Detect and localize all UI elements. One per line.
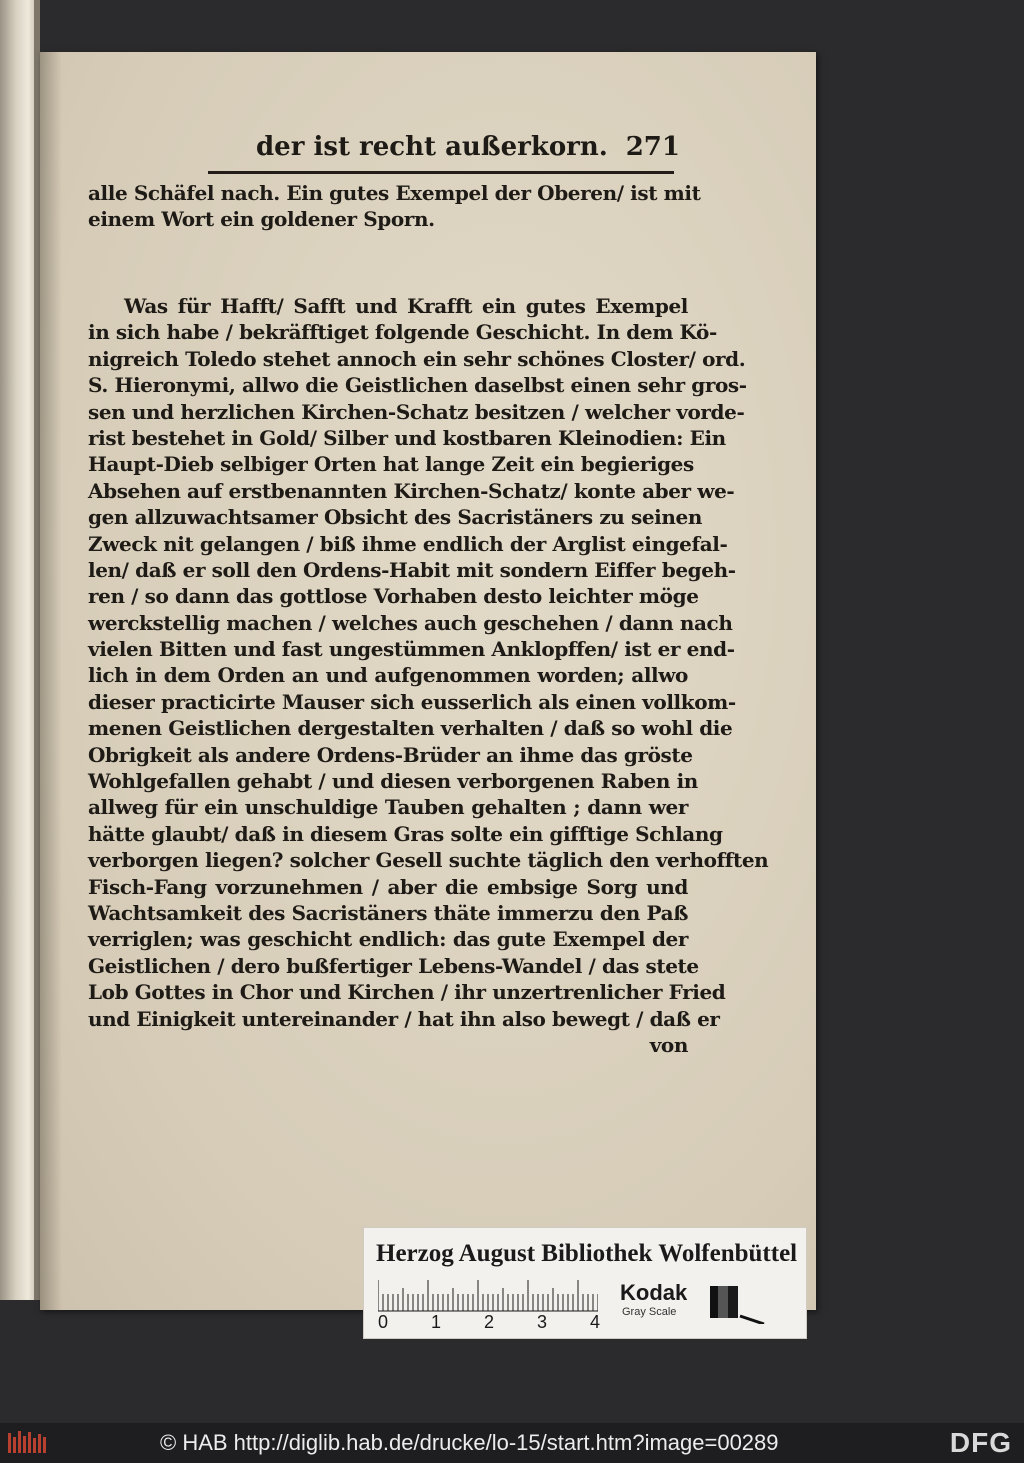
library-name: Herzog August Bibliothek Wolfenbüttel bbox=[376, 1240, 798, 1267]
copyright-url: © HAB http://diglib.hab.de/drucke/lo-15/start.htm?image=00289 bbox=[160, 1430, 779, 1455]
ruler-number: 3 bbox=[537, 1312, 548, 1332]
text-line: menen Geistlichen dergestalten verhalten / daß so wohl die bbox=[88, 716, 733, 741]
page-gutter-shadow bbox=[40, 52, 62, 1310]
text-line: verriglen; was geschicht endlich: das gute Exempel der bbox=[88, 927, 688, 952]
text-line: Absehen auf erstbenannten Kirchen-Schatz/ konte aber we- bbox=[88, 478, 735, 503]
text-line: dieser practicirte Mauser sich eusserlich als einen vollkom- bbox=[88, 689, 736, 714]
text-line: und Einigkeit untereinander / hat ihn also bewegt / daß er bbox=[88, 1006, 720, 1031]
text-line: gen allzuwachtsamer Obsicht des Sacristäners zu seinen bbox=[88, 505, 702, 530]
text-line: sen und herzlichen Kirchen-Schatz besitzen / welcher vorde- bbox=[88, 399, 745, 424]
text-line: vielen Bitten und fast ungestümmen Anklopffen/ ist er end- bbox=[88, 637, 735, 662]
text-line: allweg für ein unschuldige Tauben gehalten ; dann wer bbox=[88, 795, 688, 820]
text-line: ren / so dann das gottlose Vorhaben desto leichter möge bbox=[88, 584, 699, 609]
text-line: Haupt-Dieb selbiger Orten hat lange Zeit ein begieriges bbox=[88, 452, 694, 477]
text-line: Wohlgefallen gehabt / und diesen verborgenen Raben in bbox=[88, 769, 698, 794]
ruler-numbers bbox=[378, 1312, 608, 1334]
text-line: Obrigkeit als andere Ordens-Brüder an ihme das gröste bbox=[88, 742, 693, 767]
gray-scale-label: Gray Scale bbox=[622, 1306, 677, 1318]
text-line: S. Hieronymi, allwo die Geistlichen daselbst einen sehr gros- bbox=[88, 373, 747, 398]
text-line: in sich habe / bekräfftiget folgende Geschicht. In dem Kö- bbox=[88, 320, 717, 345]
text-line: rist bestehet in Gold/ Silber und kostbaren Kleinodien: Ein bbox=[88, 425, 726, 450]
ruler-scale bbox=[378, 1280, 598, 1312]
text-line: Zweck nit gelangen / biß ihme endlich der Arglist eingefal- bbox=[88, 531, 728, 556]
hab-logo-icon bbox=[8, 1431, 48, 1455]
text-line: alle Schäfel nach. Ein gutes Exempel der Oberen/ ist mit bbox=[88, 181, 701, 205]
text-line: Was für Hafft/ Safft und Krafft ein gutes Exempel bbox=[124, 294, 688, 318]
text-line: verborgen liegen? solcher Gesell suchte täglich den verhofften bbox=[88, 848, 769, 873]
text-line: lich in dem Orden an und aufgenommen worden; allwo bbox=[88, 663, 688, 688]
ruler-number: 1 bbox=[431, 1312, 442, 1332]
text-line: len/ daß er soll den Ordens-Habit mit sondern Eiffer begeh- bbox=[88, 557, 736, 582]
kodak-logo: Kodak bbox=[620, 1280, 688, 1305]
running-header bbox=[210, 130, 680, 170]
text-line: hätte glaubt/ daß in diesem Gras solte ein gifftige Schlang bbox=[88, 821, 723, 846]
catchword: von bbox=[649, 1032, 688, 1057]
running-title: der ist recht außerkorn. bbox=[256, 132, 608, 162]
header-rule bbox=[208, 171, 674, 174]
color-target-card bbox=[363, 1227, 807, 1339]
text-line: Fisch-Fang vorzunehmen / aber die embsige Sorg und bbox=[88, 874, 688, 899]
text-line: werckstellig machen / welches auch geschehen / dann nach bbox=[88, 610, 733, 635]
dfg-logo: DFG bbox=[949, 1427, 1012, 1458]
gray-swatches bbox=[710, 1286, 766, 1324]
page-number: 271 bbox=[625, 132, 680, 162]
paragraph-continuation bbox=[88, 180, 701, 233]
ruler-number: 2 bbox=[484, 1312, 495, 1332]
text-line: Lob Gottes in Chor und Kirchen / ihr unzertrenlicher Fried bbox=[88, 980, 726, 1005]
text-line: Geistlichen / dero bußfertiger Lebens-Wandel / das stete bbox=[88, 953, 699, 978]
text-line: einem Wort ein goldener Sporn. bbox=[88, 207, 435, 232]
text-line: nigreich Toledo stehet annoch ein sehr schönes Closter/ ord. bbox=[88, 346, 746, 371]
ruler-number: 0 bbox=[378, 1312, 389, 1332]
ruler-number: 4 bbox=[590, 1312, 601, 1332]
paragraph-main bbox=[88, 293, 769, 1058]
text-line: Wachtsamkeit des Sacristäners thäte immerzu den Paß bbox=[88, 900, 688, 925]
viewer-footer bbox=[0, 1423, 1024, 1463]
